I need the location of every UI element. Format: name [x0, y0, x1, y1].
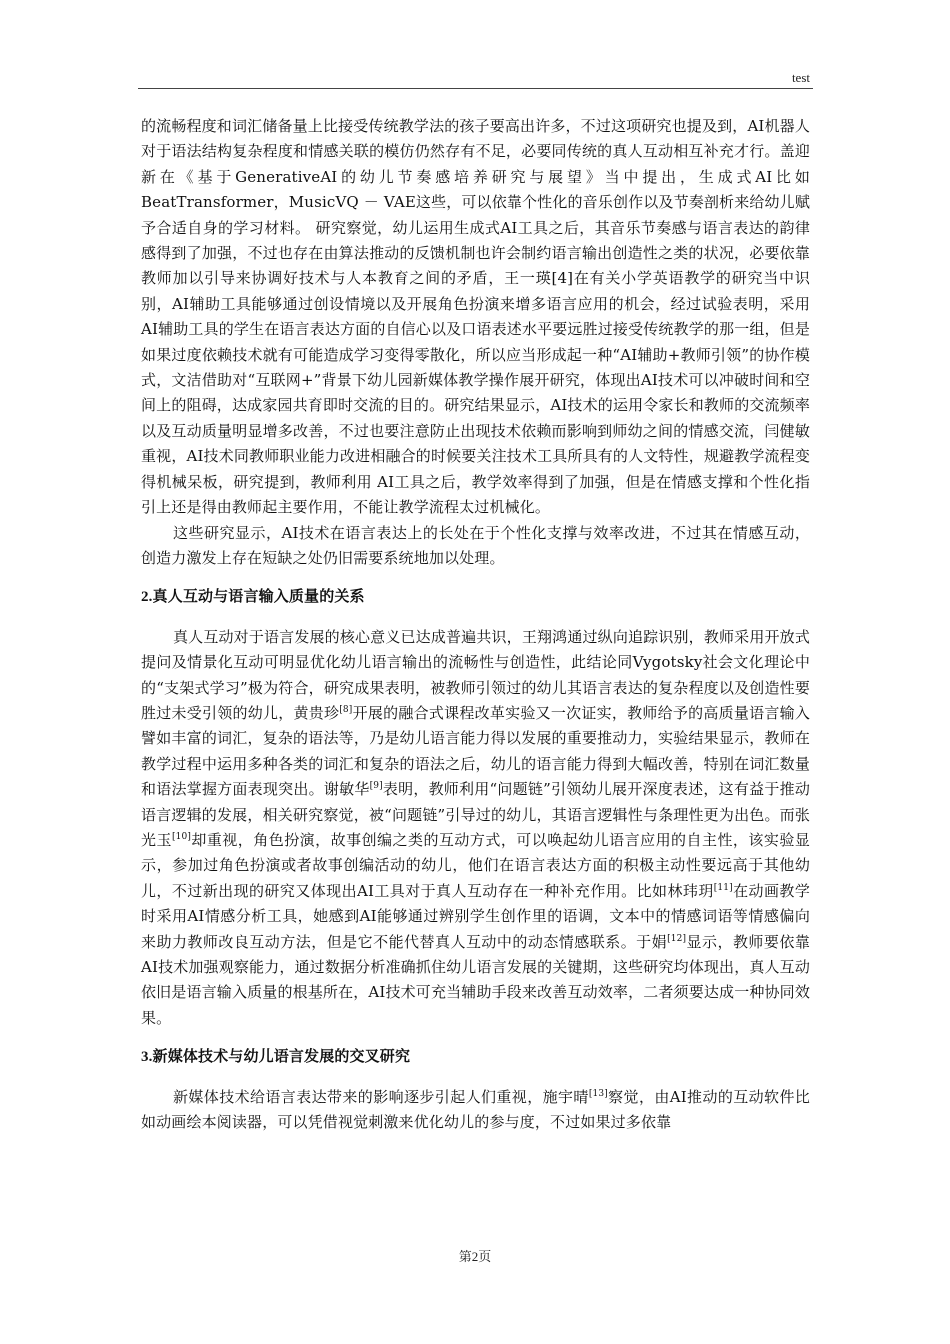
header-rule	[138, 88, 813, 89]
page-number: 第2页	[458, 1249, 492, 1264]
citation-8: [8]	[339, 704, 353, 715]
text-run: 察觉，由AI推动的互动软件比如动画绘本阅读器，可以凭借视觉刺激来优化幼儿的参与度，不过如果过多依靠	[141, 1087, 810, 1132]
text-run: 却重视，角色扮演，故事创编之类的互动方式，可以唤起幼儿语言应用的自主性，该实验显示，参加过角色扮演或者故事创编活动的幼儿，他们在语言表达方面的积极主动性要远高于其他幼儿，不过新出现的研究又体现出AI工具对于真人互动存在一种补充作用。比如林玮玥	[141, 830, 810, 900]
citation-11: [11]	[713, 882, 733, 893]
page-body	[141, 114, 810, 1135]
citation-12: [12]	[667, 933, 687, 944]
paragraph-section-2	[141, 625, 810, 1032]
text-run: 显示，教师要依靠AI技术加强观察能力，通过数据分析准确抓住幼儿语言发展的关键期，这些研究均体现出，真人互动依旧是语言输入质量的根基所在，AI技术可充当辅助手段来改善互动效率，二者须要达成一种协同效果。	[141, 932, 810, 1027]
text-run: 在动画教学时采用AI情感分析工具，她感到AI能够通过辨别学生创作里的语调，文本中的情感词语等情感偏向来助力教师改良互动方法，但是它不能代替真人互动中的动态情感联系。于娟	[141, 881, 810, 951]
text-run: 新媒体技术给语言表达带来的影响逐步引起人们重视，施宇晴	[173, 1087, 589, 1106]
section-heading-3: 3.新媒体技术与幼儿语言发展的交叉研究	[141, 1049, 411, 1066]
paragraph-section-3	[141, 1085, 810, 1136]
text-run: 开展的融合式课程改革实验又一次证实，教师给予的高质量语言输入譬如丰富的词汇，复杂的语法等，乃是幼儿语言能力得以发展的重要推动力，实验结果显示，教师在教学过程中运用多种各类的词汇和复杂的语法之后，幼儿的语言能力得到大幅改善，特别在词汇数量和语法掌握方面表现突出。谢敏华	[141, 703, 810, 799]
text-run: 表明，教师利用“问题链”引领幼儿展开深度表述，这有益于推动语言逻辑的发展，相关研究察觉，被“问题链”引导过的幼儿，其语言逻辑性与条理性更为出色。而张光玉	[141, 780, 810, 849]
section-heading-2: 2.真人互动与语言输入质量的关系	[141, 589, 365, 606]
paragraph-summary: 这些研究显示，AI技术在语言表达上的长处在于个性化支撑与效率改进，不过其在情感互动，创造力激发上存在短缺之处仍旧需要系统地加以处理。	[141, 523, 810, 567]
citation-13: [13]	[588, 1088, 608, 1099]
paragraph-continued: 的流畅程度和词汇储备量上比接受传统教学法的孩子要高出许多，不过这项研究也提及到，AI机器人对于语法结构复杂程度和情感关联的模仿仍然存有不足，必要同传统的真人互动相互补充才行。盖迎新在《基于GenerativeAI的幼儿节奏感培养研究与展望》当中提出，生成式AI比如BeatTransformer，MusicVQ － VAE这些，可以依靠个性化的音乐创作以及节奏剖析来给幼儿赋予合适自身的学习材料。 研究察觉，幼儿运用生成式AI工具之后，其音乐节奏感与语言表达的韵律感得到了加强，不过也存在由算法推动的反馈机制也许会制约语言输出创造性之类的状况，必要依靠教师加以引导来协调好技术与人本教育之间的矛盾，王一瑛[4]在有关小学英语教学的研究当中识别，AI辅助工具能够通过创设情境以及开展角色扮演来增多语言应用的机会，经过试验表明，采用AI辅助工具的学生在语言表达方面的自信心以及口语表述水平要远胜过接受传统教学的那一组，但是如果过度依赖技术就有可能造成学习变得零散化，所以应当形成起一种“AI辅助+教师引领”的协作模式，文洁借助对“互联网+”背景下幼儿园新媒体教学操作展开研究，体现出AI技术可以冲破时间和空间上的阻碍，达成家园共育即时交流的目的。研究结果显示，AI技术的运用令家长和教师的交流频率以及互动质量明显增多改善，不过也要注意防止出现技术依赖而影响到师幼之间的情感交流，闫健敏重视，AI技术同教师职业能力改进相融合的时候要关注技术工具所具有的人文特性，规避教学流程变得机械呆板，研究提到，教师利用 AI工具之后，教学效率得到了加强，但是在情感支撑和个性化指引上还是得由教师起主要作用，不能让教学流程太过机械化。	[141, 117, 810, 517]
citation-9: [9]	[369, 781, 383, 792]
citation-10: [10]	[171, 831, 192, 842]
text-run: 真人互动对于语言发展的核心意义已达成普遍共识，王翔鸿通过纵向追踪识别，教师采用开放式提问及情景化互动可明显优化幼儿语言输出的流畅性与创造性，此结论同Vygotsky社会文化理论中的“支架式学习”极为符合，研究成果表明，被教师引领过的幼儿其语言表达的复杂程度以及创造性要胜过未受引领的幼儿，黄贵珍	[141, 627, 810, 722]
running-header: test	[791, 70, 810, 85]
